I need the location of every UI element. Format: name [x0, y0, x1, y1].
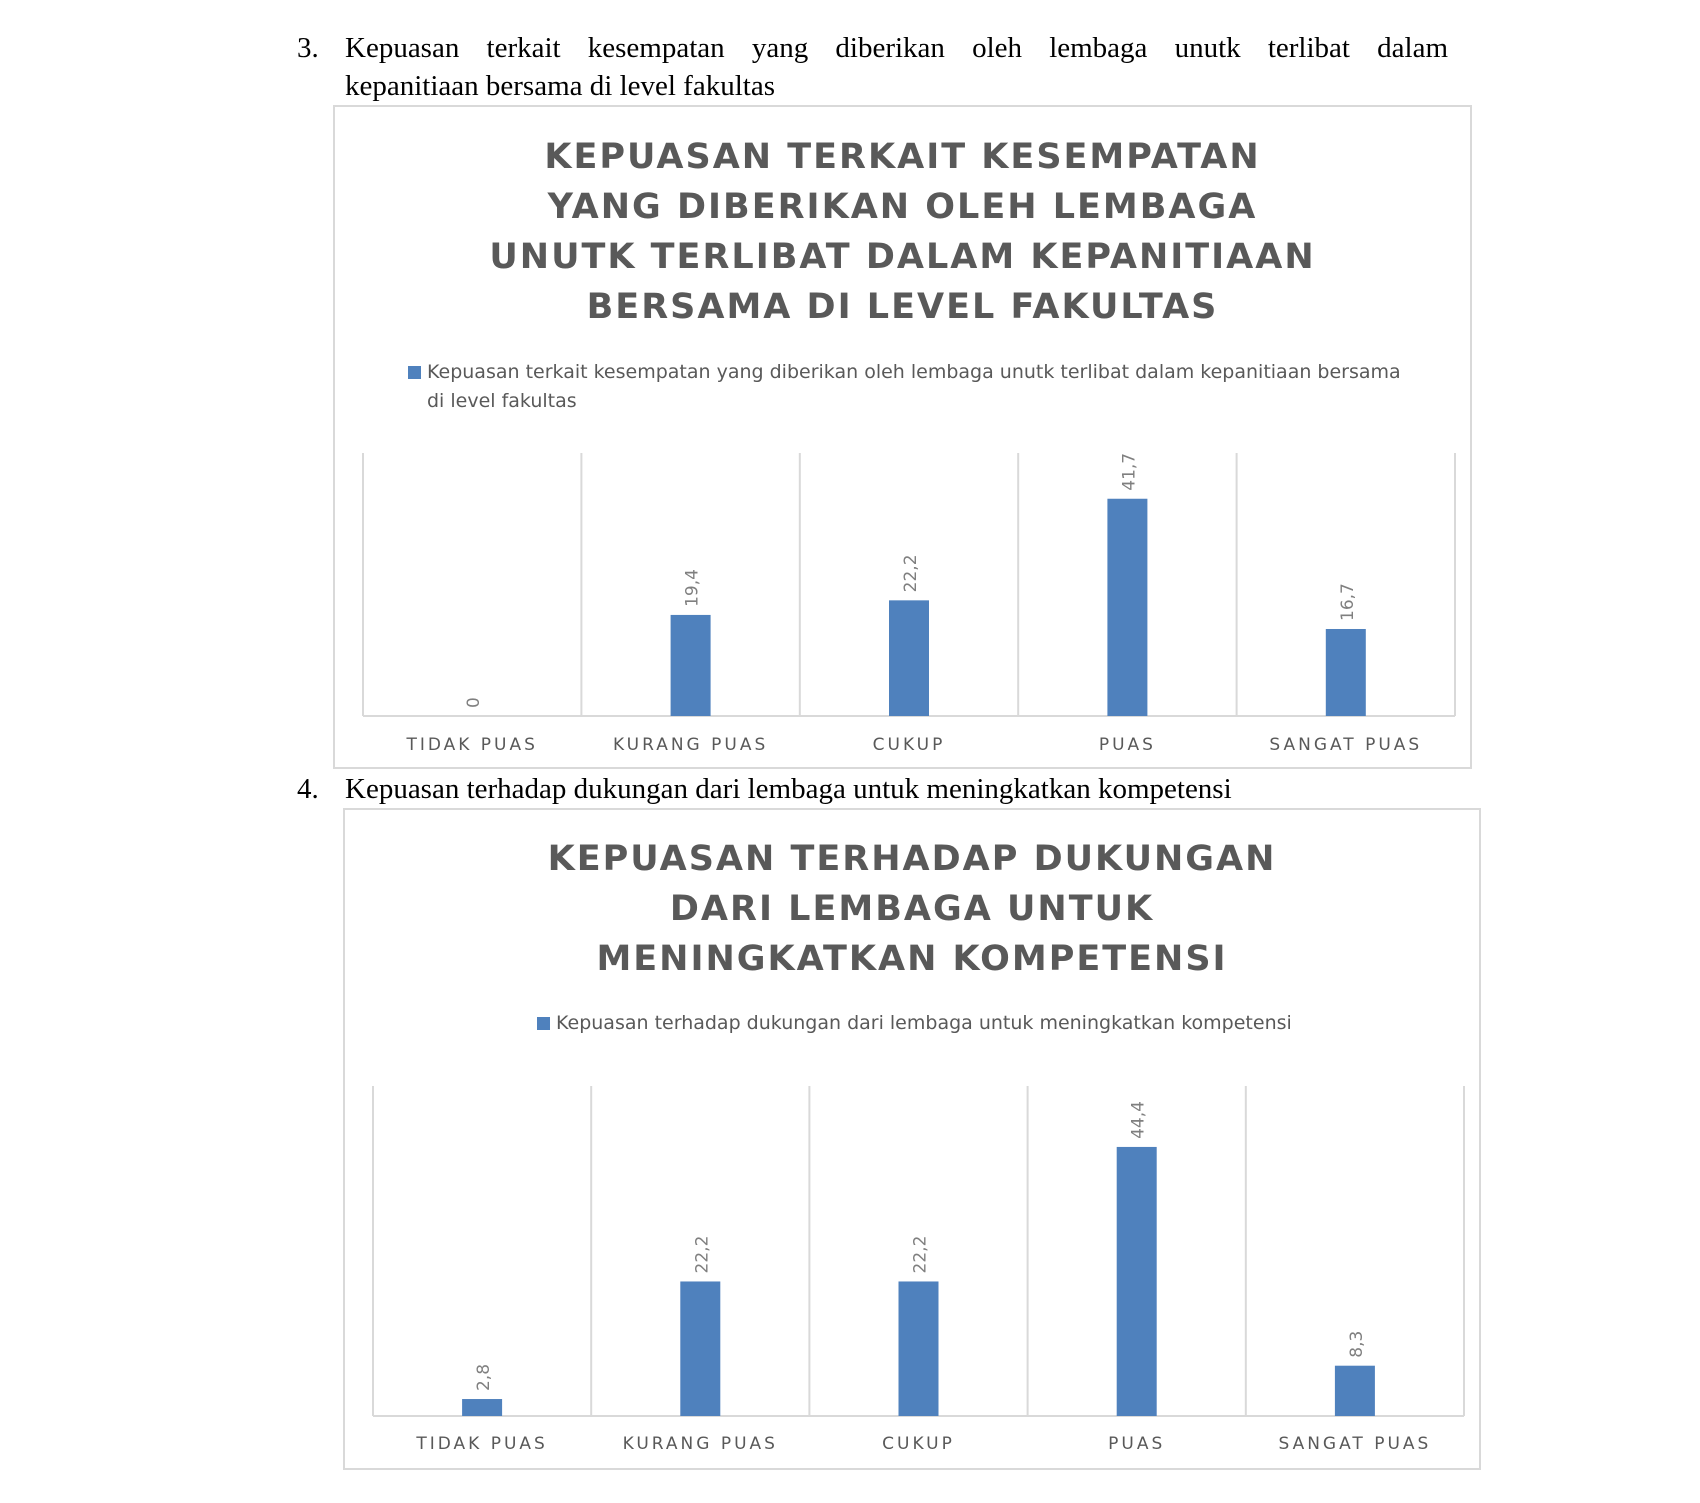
- bar: [1326, 629, 1366, 716]
- data-label: 8,3: [1346, 1330, 1367, 1358]
- legend-label: Kepuasan terkait kesempatan yang diberikan oleh lembaga unutk terlibat dalam kepanitiaan bersama di level fakultas: [427, 361, 1401, 412]
- category-label: PUAS: [1098, 735, 1156, 755]
- chart-container-1: [333, 105, 1472, 769]
- bar: [680, 1281, 720, 1416]
- category-label: KURANG PUAS: [612, 735, 769, 755]
- list-item-3-heading: [297, 29, 1447, 109]
- category-label: CUKUP: [872, 735, 946, 755]
- category-label: CUKUP: [882, 1434, 955, 1454]
- category-label: KURANG PUAS: [622, 1434, 778, 1454]
- chart-title: KEPUASAN TERKAIT KESEMPATAN YANG DIBERIKAN OLEH LEMBAGA UNUTK TERLIBAT DALAM KEPANITIAAN BERSAMA DI LEVEL FAKULTAS: [489, 137, 1316, 327]
- category-label: PUAS: [1108, 1434, 1166, 1454]
- bar: [462, 1399, 502, 1416]
- data-label: 41,7: [1119, 452, 1140, 491]
- data-label: 19,4: [682, 569, 703, 607]
- category-label: TIDAK PUAS: [406, 735, 538, 755]
- heading-text: [345, 29, 1448, 105]
- bar: [671, 615, 711, 716]
- data-label: 22,2: [692, 1235, 713, 1274]
- chart-title: KEPUASAN TERHADAP DUKUNGAN DARI LEMBAGA UNTUK MENINGKATKAN KOMPETENSI: [547, 839, 1277, 979]
- bar: [889, 600, 929, 716]
- bar: [1107, 499, 1147, 716]
- chart-container-2: [343, 808, 1481, 1470]
- category-label: SANGAT PUAS: [1278, 1434, 1432, 1454]
- data-label: 16,7: [1337, 583, 1358, 621]
- bar: [899, 1281, 939, 1416]
- heading-line-1: Kepuasan terhadap dukungan dari lembaga untuk meningkatkan kompetensi: [345, 773, 1232, 805]
- category-label: TIDAK PUAS: [416, 1434, 548, 1454]
- data-label: 0: [464, 697, 485, 708]
- data-label: 44,4: [1128, 1101, 1149, 1139]
- data-label: 22,2: [901, 554, 921, 593]
- bar-chart-plot: [345, 810, 1479, 1468]
- bar-chart-plot: [335, 107, 1470, 767]
- heading-line-2: kepanitiaan bersama di level fakultas: [345, 70, 775, 102]
- category-label: SANGAT PUAS: [1269, 735, 1423, 755]
- list-number: 3.: [297, 32, 319, 64]
- list-item-4-heading: [297, 770, 1447, 810]
- list-number: 4.: [297, 773, 319, 805]
- data-label: 2,8: [474, 1363, 495, 1392]
- bar: [1117, 1147, 1157, 1416]
- data-label: 22,2: [910, 1235, 931, 1274]
- legend-label: Kepuasan terhadap dukungan dari lembaga untuk meningkatkan kompetensi: [556, 1012, 1292, 1034]
- heading-line-1: Kepuasan terkait kesempatan yang diberikan oleh lembaga unutk terlibat dalam: [345, 32, 1448, 64]
- bar: [1335, 1366, 1375, 1416]
- heading-text: [345, 770, 1448, 808]
